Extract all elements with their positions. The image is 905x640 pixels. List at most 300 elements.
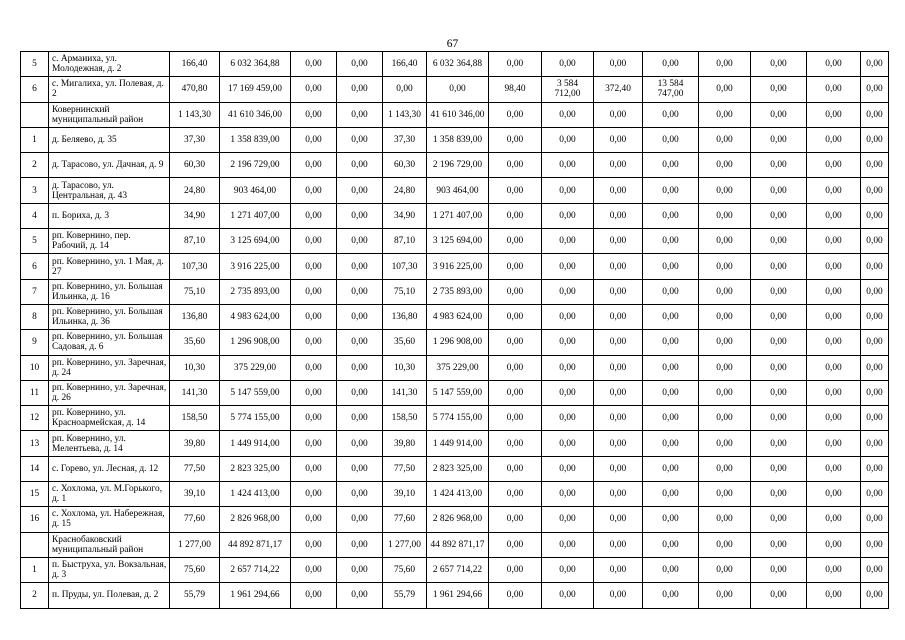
- address: с. Мигалиха, ул. Полевая, д. 2: [49, 77, 170, 102]
- col-3-value: 0,00: [291, 127, 337, 152]
- row-number: [21, 102, 49, 127]
- col-4-value: 0,00: [337, 583, 383, 608]
- col-10-value: 0,00: [643, 178, 699, 203]
- table-row: [21, 229, 889, 254]
- col-8-value: 0,00: [542, 482, 594, 507]
- col-12-value: 0,00: [751, 482, 807, 507]
- col-3-value: 0,00: [291, 77, 337, 102]
- col-5-value: 55,79: [383, 583, 427, 608]
- cost-value: 1 449 914,00: [220, 431, 291, 456]
- col-7-value: 0,00: [489, 127, 542, 152]
- address: рп. Ковернино, пер. Рабочий, д. 14: [49, 229, 170, 254]
- col-4-value: 0,00: [337, 431, 383, 456]
- col-5-value: 37,30: [383, 127, 427, 152]
- address: рп. Ковернино, ул. Заречная, д. 26: [49, 380, 170, 405]
- col-14-value: 0,00: [861, 557, 889, 582]
- col-14-value: 0,00: [861, 456, 889, 481]
- area-value: 75,60: [170, 557, 220, 582]
- col-6-value: 2 657 714,22: [427, 557, 489, 582]
- address: п. Быструха, ул. Вокзальная, д. 3: [49, 557, 170, 582]
- col-13-value: 0,00: [807, 203, 861, 228]
- col-11-value: 0,00: [699, 178, 751, 203]
- col-10-value: 0,00: [643, 355, 699, 380]
- area-value: 10,30: [170, 355, 220, 380]
- col-7-value: 0,00: [489, 355, 542, 380]
- area-value: 60,30: [170, 153, 220, 178]
- col-12-value: 0,00: [751, 406, 807, 431]
- col-13-value: 0,00: [807, 102, 861, 127]
- table-row: [21, 482, 889, 507]
- area-value: 34,90: [170, 203, 220, 228]
- area-value: 37,30: [170, 127, 220, 152]
- row-number: 1: [21, 557, 49, 582]
- col-13-value: 0,00: [807, 532, 861, 557]
- col-10-value: 0,00: [643, 279, 699, 304]
- col-5-value: 136,80: [383, 304, 427, 329]
- address: с. Армаииха, ул. Молодежная, д. 2: [49, 52, 170, 77]
- table-row: [21, 557, 889, 582]
- cost-value: 1 296 908,00: [220, 330, 291, 355]
- col-12-value: 0,00: [751, 431, 807, 456]
- col-6-value: 2 826 968,00: [427, 507, 489, 532]
- col-6-value: 6 032 364,88: [427, 52, 489, 77]
- col-11-value: 0,00: [699, 203, 751, 228]
- col-7-value: 0,00: [489, 52, 542, 77]
- col-3-value: 0,00: [291, 203, 337, 228]
- col-4-value: 0,00: [337, 203, 383, 228]
- col-4-value: 0,00: [337, 532, 383, 557]
- col-13-value: 0,00: [807, 557, 861, 582]
- col-3-value: 0,00: [291, 355, 337, 380]
- col-7-value: 0,00: [489, 304, 542, 329]
- col-9-value: 0,00: [594, 557, 643, 582]
- col-14-value: 0,00: [861, 406, 889, 431]
- col-3-value: 0,00: [291, 380, 337, 405]
- row-number: 15: [21, 482, 49, 507]
- area-value: 75,10: [170, 279, 220, 304]
- col-9-value: 0,00: [594, 178, 643, 203]
- col-3-value: 0,00: [291, 456, 337, 481]
- row-number: 2: [21, 583, 49, 608]
- col-6-value: 4 983 624,00: [427, 304, 489, 329]
- col-11-value: 0,00: [699, 127, 751, 152]
- table-row: [21, 583, 889, 608]
- col-6-value: 41 610 346,00: [427, 102, 489, 127]
- data-table: [20, 51, 889, 609]
- col-12-value: 0,00: [751, 77, 807, 102]
- col-7-value: 0,00: [489, 557, 542, 582]
- col-4-value: 0,00: [337, 52, 383, 77]
- cost-value: 2 657 714,22: [220, 557, 291, 582]
- col-14-value: 0,00: [861, 304, 889, 329]
- col-5-value: 1 277,00: [383, 532, 427, 557]
- col-3-value: 0,00: [291, 279, 337, 304]
- col-10-value: 0,00: [643, 583, 699, 608]
- cost-value: 2 823 325,00: [220, 456, 291, 481]
- col-11-value: 0,00: [699, 482, 751, 507]
- table-row: [21, 304, 889, 329]
- col-7-value: 0,00: [489, 153, 542, 178]
- col-4-value: 0,00: [337, 77, 383, 102]
- col-11-value: 0,00: [699, 583, 751, 608]
- table-row: [21, 431, 889, 456]
- table-row: [21, 102, 889, 127]
- row-number: 1: [21, 127, 49, 152]
- col-10-value: 0,00: [643, 557, 699, 582]
- col-9-value: 0,00: [594, 127, 643, 152]
- col-9-value: 0,00: [594, 482, 643, 507]
- table-row: [21, 178, 889, 203]
- col-3-value: 0,00: [291, 583, 337, 608]
- col-9-value: 0,00: [594, 153, 643, 178]
- address: д. Беляево, д. 35: [49, 127, 170, 152]
- col-10-value: 0,00: [643, 507, 699, 532]
- col-9-value: 0,00: [594, 355, 643, 380]
- col-5-value: 75,60: [383, 557, 427, 582]
- table-row: [21, 532, 889, 557]
- col-14-value: 0,00: [861, 355, 889, 380]
- col-3-value: 0,00: [291, 330, 337, 355]
- col-14-value: 0,00: [861, 431, 889, 456]
- col-11-value: 0,00: [699, 304, 751, 329]
- cost-value: 5 774 155,00: [220, 406, 291, 431]
- row-number: 12: [21, 406, 49, 431]
- table-row: [21, 77, 889, 102]
- col-8-value: 0,00: [542, 330, 594, 355]
- col-10-value: 0,00: [643, 532, 699, 557]
- col-12-value: 0,00: [751, 279, 807, 304]
- col-13-value: 0,00: [807, 507, 861, 532]
- area-value: 141,30: [170, 380, 220, 405]
- col-6-value: 3 125 694,00: [427, 229, 489, 254]
- col-9-value: 0,00: [594, 203, 643, 228]
- col-9-value: 0,00: [594, 254, 643, 279]
- row-number: 16: [21, 507, 49, 532]
- col-12-value: 0,00: [751, 330, 807, 355]
- col-13-value: 0,00: [807, 406, 861, 431]
- table-row: [21, 52, 889, 77]
- table-row: [21, 279, 889, 304]
- col-7-value: 0,00: [489, 229, 542, 254]
- col-4-value: 0,00: [337, 178, 383, 203]
- col-6-value: 1 449 914,00: [427, 431, 489, 456]
- col-4-value: 0,00: [337, 406, 383, 431]
- col-10-value: 0,00: [643, 52, 699, 77]
- col-5-value: 141,30: [383, 380, 427, 405]
- area-value: 158,50: [170, 406, 220, 431]
- col-10-value: 0,00: [643, 229, 699, 254]
- col-3-value: 0,00: [291, 178, 337, 203]
- col-4-value: 0,00: [337, 254, 383, 279]
- col-4-value: 0,00: [337, 153, 383, 178]
- col-3-value: 0,00: [291, 153, 337, 178]
- area-value: 1 143,30: [170, 102, 220, 127]
- col-11-value: 0,00: [699, 557, 751, 582]
- cost-value: 44 892 871,17: [220, 532, 291, 557]
- col-8-value: 3 584 712,00: [542, 77, 594, 102]
- col-8-value: 0,00: [542, 52, 594, 77]
- col-6-value: 1 271 407,00: [427, 203, 489, 228]
- col-5-value: 0,00: [383, 77, 427, 102]
- row-number: 9: [21, 330, 49, 355]
- col-13-value: 0,00: [807, 77, 861, 102]
- col-6-value: 375 229,00: [427, 355, 489, 380]
- cost-value: 3 916 225,00: [220, 254, 291, 279]
- col-7-value: 0,00: [489, 431, 542, 456]
- col-5-value: 39,10: [383, 482, 427, 507]
- area-value: 1 277,00: [170, 532, 220, 557]
- col-13-value: 0,00: [807, 254, 861, 279]
- col-12-value: 0,00: [751, 380, 807, 405]
- address: рп. Ковернино, ул. Красноармейская, д. 14: [49, 406, 170, 431]
- col-13-value: 0,00: [807, 583, 861, 608]
- col-12-value: 0,00: [751, 304, 807, 329]
- col-8-value: 0,00: [542, 153, 594, 178]
- col-14-value: 0,00: [861, 102, 889, 127]
- col-10-value: 0,00: [643, 456, 699, 481]
- col-8-value: 0,00: [542, 102, 594, 127]
- col-4-value: 0,00: [337, 456, 383, 481]
- col-12-value: 0,00: [751, 203, 807, 228]
- col-8-value: 0,00: [542, 380, 594, 405]
- col-8-value: 0,00: [542, 557, 594, 582]
- col-13-value: 0,00: [807, 279, 861, 304]
- col-11-value: 0,00: [699, 102, 751, 127]
- area-value: 39,80: [170, 431, 220, 456]
- col-10-value: 0,00: [643, 102, 699, 127]
- col-6-value: 1 961 294,66: [427, 583, 489, 608]
- col-3-value: 0,00: [291, 507, 337, 532]
- col-8-value: 0,00: [542, 431, 594, 456]
- area-value: 107,30: [170, 254, 220, 279]
- col-14-value: 0,00: [861, 203, 889, 228]
- address: рп. Ковернино, ул. Заречная, д. 24: [49, 355, 170, 380]
- col-14-value: 0,00: [861, 583, 889, 608]
- cost-value: 1 358 839,00: [220, 127, 291, 152]
- col-5-value: 24,80: [383, 178, 427, 203]
- col-13-value: 0,00: [807, 127, 861, 152]
- cost-value: 2 196 729,00: [220, 153, 291, 178]
- col-11-value: 0,00: [699, 406, 751, 431]
- col-5-value: 87,10: [383, 229, 427, 254]
- col-10-value: 13 584 747,00: [643, 77, 699, 102]
- col-11-value: 0,00: [699, 456, 751, 481]
- row-number: 5: [21, 229, 49, 254]
- cost-value: 17 169 459,00: [220, 77, 291, 102]
- area-value: 136,80: [170, 304, 220, 329]
- cost-value: 903 464,00: [220, 178, 291, 203]
- col-9-value: 0,00: [594, 431, 643, 456]
- area-value: 87,10: [170, 229, 220, 254]
- col-4-value: 0,00: [337, 482, 383, 507]
- col-14-value: 0,00: [861, 254, 889, 279]
- table-row: [21, 330, 889, 355]
- col-13-value: 0,00: [807, 355, 861, 380]
- col-5-value: 107,30: [383, 254, 427, 279]
- col-14-value: 0,00: [861, 330, 889, 355]
- col-12-value: 0,00: [751, 153, 807, 178]
- row-number: 10: [21, 355, 49, 380]
- col-9-value: 0,00: [594, 380, 643, 405]
- address: Ковернинский муниципальный район: [49, 102, 170, 127]
- col-4-value: 0,00: [337, 279, 383, 304]
- col-9-value: 0,00: [594, 102, 643, 127]
- col-11-value: 0,00: [699, 229, 751, 254]
- page-number: 67: [446, 38, 459, 50]
- col-6-value: 5 774 155,00: [427, 406, 489, 431]
- col-13-value: 0,00: [807, 153, 861, 178]
- col-9-value: 0,00: [594, 456, 643, 481]
- address: д. Тарасово, ул. Дачная, д. 9: [49, 153, 170, 178]
- table-row: [21, 127, 889, 152]
- col-14-value: 0,00: [861, 52, 889, 77]
- col-5-value: 39,80: [383, 431, 427, 456]
- col-10-value: 0,00: [643, 304, 699, 329]
- area-value: 24,80: [170, 178, 220, 203]
- col-10-value: 0,00: [643, 482, 699, 507]
- col-4-value: 0,00: [337, 557, 383, 582]
- table-row: [21, 254, 889, 279]
- col-9-value: 0,00: [594, 52, 643, 77]
- col-8-value: 0,00: [542, 178, 594, 203]
- col-5-value: 75,10: [383, 279, 427, 304]
- cost-value: 1 424 413,00: [220, 482, 291, 507]
- col-6-value: 2 735 893,00: [427, 279, 489, 304]
- col-3-value: 0,00: [291, 431, 337, 456]
- col-7-value: 0,00: [489, 456, 542, 481]
- col-10-value: 0,00: [643, 203, 699, 228]
- col-11-value: 0,00: [699, 153, 751, 178]
- col-8-value: 0,00: [542, 507, 594, 532]
- area-value: 39,10: [170, 482, 220, 507]
- col-3-value: 0,00: [291, 557, 337, 582]
- col-5-value: 166,40: [383, 52, 427, 77]
- col-5-value: 158,50: [383, 406, 427, 431]
- col-12-value: 0,00: [751, 178, 807, 203]
- col-12-value: 0,00: [751, 229, 807, 254]
- area-value: 470,80: [170, 77, 220, 102]
- cost-value: 41 610 346,00: [220, 102, 291, 127]
- cost-value: 2 826 968,00: [220, 507, 291, 532]
- table-row: [21, 406, 889, 431]
- col-12-value: 0,00: [751, 532, 807, 557]
- col-3-value: 0,00: [291, 304, 337, 329]
- col-6-value: 0,00: [427, 77, 489, 102]
- col-4-value: 0,00: [337, 102, 383, 127]
- cost-value: 1 961 294,66: [220, 583, 291, 608]
- col-3-value: 0,00: [291, 406, 337, 431]
- col-11-value: 0,00: [699, 507, 751, 532]
- cost-value: 2 735 893,00: [220, 279, 291, 304]
- col-14-value: 0,00: [861, 380, 889, 405]
- col-14-value: 0,00: [861, 178, 889, 203]
- col-8-value: 0,00: [542, 127, 594, 152]
- row-number: 6: [21, 77, 49, 102]
- col-9-value: 0,00: [594, 406, 643, 431]
- table-row: [21, 203, 889, 228]
- col-4-value: 0,00: [337, 355, 383, 380]
- col-8-value: 0,00: [542, 355, 594, 380]
- col-14-value: 0,00: [861, 153, 889, 178]
- col-7-value: 0,00: [489, 254, 542, 279]
- col-11-value: 0,00: [699, 77, 751, 102]
- address: рп. Ковернино, ул. Большая Садовая, д. 6: [49, 330, 170, 355]
- col-11-value: 0,00: [699, 532, 751, 557]
- col-13-value: 0,00: [807, 304, 861, 329]
- col-13-value: 0,00: [807, 330, 861, 355]
- col-9-value: 0,00: [594, 507, 643, 532]
- table-row: [21, 456, 889, 481]
- col-3-value: 0,00: [291, 52, 337, 77]
- col-3-value: 0,00: [291, 102, 337, 127]
- address: с. Хохлома, ул. М.Горького, д. 1: [49, 482, 170, 507]
- col-7-value: 0,00: [489, 330, 542, 355]
- col-7-value: 0,00: [489, 507, 542, 532]
- col-12-value: 0,00: [751, 52, 807, 77]
- cost-value: 375 229,00: [220, 355, 291, 380]
- col-8-value: 0,00: [542, 304, 594, 329]
- col-11-value: 0,00: [699, 330, 751, 355]
- col-8-value: 0,00: [542, 229, 594, 254]
- col-8-value: 0,00: [542, 532, 594, 557]
- col-9-value: 0,00: [594, 583, 643, 608]
- row-number: 2: [21, 153, 49, 178]
- col-5-value: 77,60: [383, 507, 427, 532]
- address: Краснобаковский муниципальный район: [49, 532, 170, 557]
- table-row: [21, 380, 889, 405]
- address: с. Хохлома, ул. Набережная, д. 15: [49, 507, 170, 532]
- col-3-value: 0,00: [291, 229, 337, 254]
- col-14-value: 0,00: [861, 507, 889, 532]
- col-7-value: 0,00: [489, 178, 542, 203]
- col-12-value: 0,00: [751, 254, 807, 279]
- col-7-value: 98,40: [489, 77, 542, 102]
- col-4-value: 0,00: [337, 304, 383, 329]
- col-4-value: 0,00: [337, 507, 383, 532]
- col-8-value: 0,00: [542, 456, 594, 481]
- col-13-value: 0,00: [807, 456, 861, 481]
- col-12-value: 0,00: [751, 507, 807, 532]
- row-number: 8: [21, 304, 49, 329]
- address: рп. Ковернино, ул. 1 Мая, д. 27: [49, 254, 170, 279]
- col-6-value: 1 296 908,00: [427, 330, 489, 355]
- col-9-value: 0,00: [594, 279, 643, 304]
- col-4-value: 0,00: [337, 380, 383, 405]
- address: п. Бориха, д. 3: [49, 203, 170, 228]
- cost-value: 5 147 559,00: [220, 380, 291, 405]
- col-7-value: 0,00: [489, 203, 542, 228]
- col-5-value: 34,90: [383, 203, 427, 228]
- col-14-value: 0,00: [861, 127, 889, 152]
- col-4-value: 0,00: [337, 127, 383, 152]
- col-6-value: 2 823 325,00: [427, 456, 489, 481]
- col-13-value: 0,00: [807, 52, 861, 77]
- col-13-value: 0,00: [807, 178, 861, 203]
- address: рп. Ковернино, ул. Большая Ильинка, д. 16: [49, 279, 170, 304]
- col-9-value: 0,00: [594, 330, 643, 355]
- col-6-value: 44 892 871,17: [427, 532, 489, 557]
- col-9-value: 372,40: [594, 77, 643, 102]
- col-7-value: 0,00: [489, 482, 542, 507]
- col-8-value: 0,00: [542, 279, 594, 304]
- col-8-value: 0,00: [542, 203, 594, 228]
- col-14-value: 0,00: [861, 279, 889, 304]
- col-11-value: 0,00: [699, 254, 751, 279]
- col-10-value: 0,00: [643, 254, 699, 279]
- col-9-value: 0,00: [594, 229, 643, 254]
- row-number: 11: [21, 380, 49, 405]
- col-8-value: 0,00: [542, 583, 594, 608]
